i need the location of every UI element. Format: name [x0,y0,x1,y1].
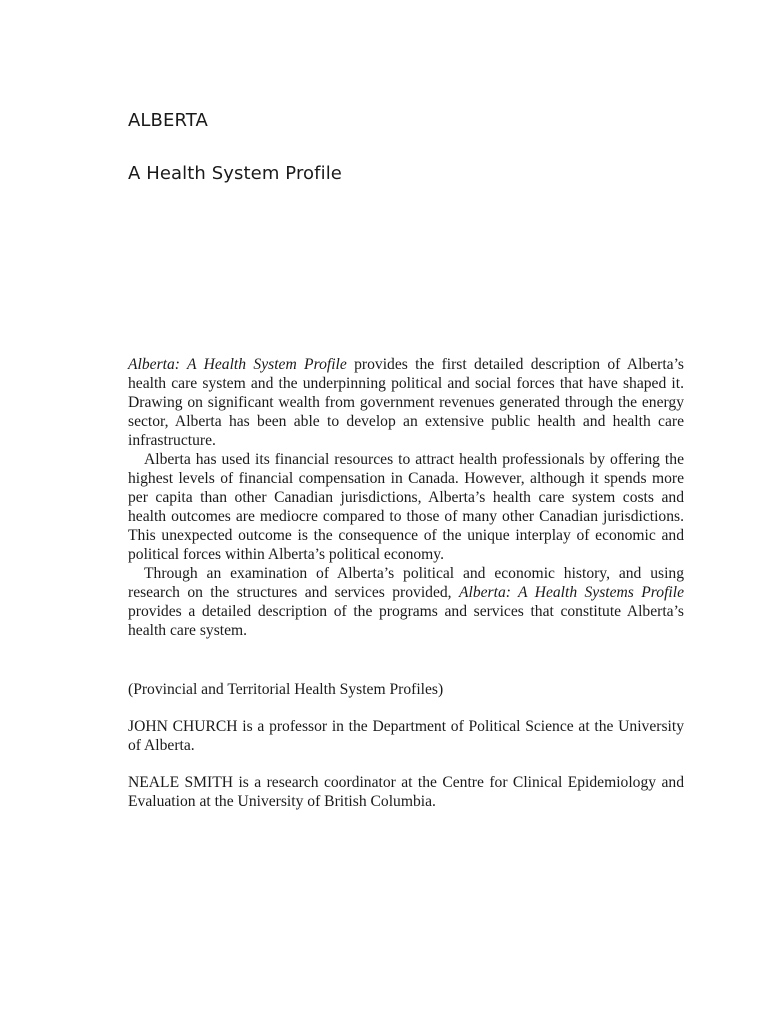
description-paragraph-3 [128,564,684,640]
description-text-3a: Through an examination of Alberta’s political and economic history, and using research on the structures and services provided, [128,565,684,601]
description-book-title: Alberta: A Health System Profile [128,356,347,373]
book-subtitle: A Health System Profile [128,163,342,184]
book-description [128,355,684,640]
author-bio-1 [128,717,684,755]
author-bio-2 [128,773,684,811]
description-paragraph-1 [128,355,684,450]
book-title: ALBERTA [128,110,208,131]
description-book-title-2: Alberta: A Health Systems Profile [458,584,684,601]
series-name [128,680,684,699]
book-cover-page [128,0,684,1024]
description-text-1: provides the first detailed description of Alberta’s health care system and the underpinning political and social forces that have shaped it. Drawing on significant wealth from government revenues generated through the energy sector, Alberta has been able to develop an extensive public health and health care infrastructure. [128,356,684,449]
description-paragraph-2 [128,450,684,564]
description-text-3b: provides a detailed description of the programs and services that constitute Alberta’s health care system. [128,603,684,639]
description-text-2: Alberta has used its financial resources to attract health professionals by offering the highest levels of financial compensation in Canada. However, although it spends more per capita than other Canadian jurisdictions, Alberta’s health care system costs and health outcomes are mediocre compared to those of many other Canadian jurisdictions. This unexpected outcome is the consequence of the unique interplay of economic and political forces within Alberta’s political economy. [128,451,684,563]
author-bio-text-1: JOHN CHURCH is a professor in the Department of Political Science at the University of Alberta. [128,718,684,754]
series-text: (Provincial and Territorial Health System Profiles) [128,681,444,698]
author-bio-text-2: NEALE SMITH is a research coordinator at the Centre for Clinical Epidemiology and Evaluation at the University of British Columbia. [128,774,684,810]
